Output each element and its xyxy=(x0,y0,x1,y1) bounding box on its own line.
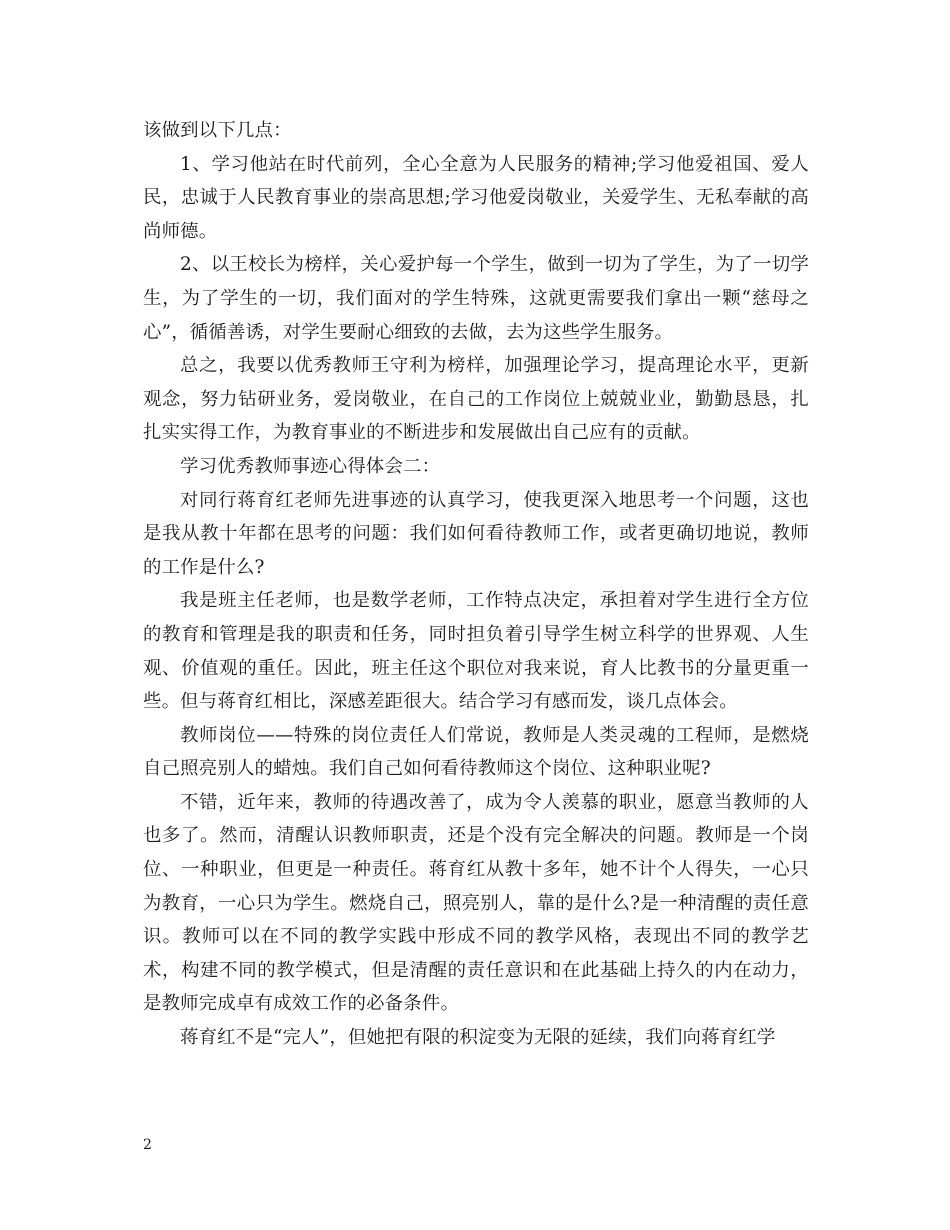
page-number: 2 xyxy=(143,1137,152,1153)
paragraph: 总之，我要以优秀教师王守利为榜样，加强理论学习，提高理论水平，更新观念，努力钻研业务，爱岗敬业，在自己的工作岗位上兢兢业业，勤勤恳恳，扎扎实实得工作，为教育事业的不断进步和发展做出自己应有的贡献。 xyxy=(143,355,809,444)
paragraph: 对同行蒋育红老师先进事迹的认真学习，使我更深入地思考一个问题，这也是我从教十年都在思考的问题：我们如何看待教师工作，或者更确切地说，教师的工作是什么? xyxy=(143,489,809,578)
paragraph: 蒋育红不是“完人”，但她把有限的积淀变为无限的延续，我们向蒋育红学 xyxy=(180,1027,776,1049)
document-body xyxy=(143,114,809,1055)
section-heading: 学习优秀教师事迹心得体会二： xyxy=(180,455,441,477)
paragraph: 教师岗位——特殊的岗位责任人们常说，教师是人类灵魂的工程师，是燃烧自己照亮别人的蜡烛。我们自己如何看待教师这个岗位、这种职业呢? xyxy=(143,724,809,780)
paragraph: 该做到以下几点： xyxy=(143,120,292,141)
paragraph: 我是班主任老师，也是数学老师，工作特点决定，承担着对学生进行全方位的教育和管理是我的职责和任务，同时担负着引导学生树立科学的世界观、人生观、价值观的重任。因此，班主任这个职位对我来说，育人比教书的分量更重一些。但与蒋育红相比，深感差距很大。结合学习有感而发，谈几点体会。 xyxy=(143,590,809,713)
paragraph: 不错，近年来，教师的待遇改善了，成为令人羡慕的职业，愿意当教师的人也多了。然而，清醒认识教师职责，还是个没有完全解决的问题。教师是一个岗位、一种职业，但更是一种责任。蒋育红从教十多年，她不计个人得失，一心只为教育，一心只为学生。燃烧自己，照亮别人，靠的是什么?是一种清醒的责任意识。教师可以在不同的教学实践中形成不同的教学风格，表现出不同的教学艺术，构建不同的教学模式，但是清醒的责任意识和在此基础上持久的内在动力，是教师完成卓有成效工作的必备条件。 xyxy=(143,791,809,1015)
paragraph: 1、学习他站在时代前列，全心全意为人民服务的精神;学习他爱祖国、爱人民，忠诚于人民教育事业的崇高思想;学习他爱岗敬业，关爱学生、无私奉献的高尚师德。 xyxy=(143,153,809,242)
paragraph: 2、以王校长为榜样，关心爱护每一个学生，做到一切为了学生，为了一切学生，为了学生的一切，我们面对的学生特殊，这就更需要我们拿出一颗“慈母之心”，循循善诱，对学生要耐心细致的去做，去为这些学生服务。 xyxy=(143,254,809,343)
